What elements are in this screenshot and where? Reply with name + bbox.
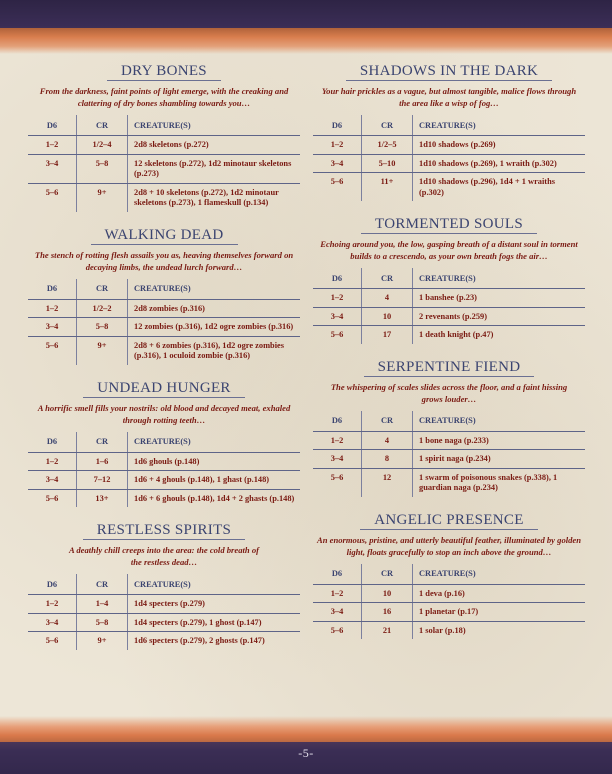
cell-d6: 3–4 [313,603,362,622]
cell-creatures: 2 revenants (p.259) [413,307,586,326]
cell-cr: 1/2–5 [362,136,413,155]
header-cr: CR [77,574,128,595]
cell-d6: 1–2 [28,452,77,471]
cell-cr: 17 [362,326,413,344]
cell-d6: 5–6 [28,489,77,507]
cell-d6: 1–2 [313,136,362,155]
flavor-text: The stench of rotting flesh assails you as, heaving themselves forward on decaying limbs, the undead lurch forward… [34,249,294,272]
cell-cr: 1/2–4 [77,136,128,155]
table-row [313,468,585,497]
cell-cr: 9+ [77,183,128,212]
cell-cr: 10 [362,584,413,603]
cell-creatures: 1d6 ghouls (p.148) [128,452,301,471]
encounter-section-restless-spirits [28,521,300,650]
header-creatures: CREATURE(S) [413,268,586,289]
cell-cr: 4 [362,431,413,450]
table-row [28,336,300,365]
cell-d6: 5–6 [28,183,77,212]
cell-cr: 4 [362,289,413,308]
header-cr: CR [77,432,128,453]
table-header-row [313,564,585,585]
cell-d6: 3–4 [28,613,77,632]
cell-d6: 1–2 [28,136,77,155]
flavor-text: Your hair prickles as a vague, but almost tangible, malice flows through the area like a wisp of fog… [321,86,577,108]
cell-cr: 8 [362,450,413,469]
cell-d6: 5–6 [313,468,362,497]
cell-cr: 9+ [77,336,128,365]
table-row [313,450,585,469]
cell-cr: 1/2–2 [77,299,128,318]
encounter-table [28,115,300,212]
section-title: ANGELIC PRESENCE [360,511,537,530]
cell-d6: 3–4 [313,307,362,326]
table-row [28,183,300,212]
encounter-table [28,279,300,365]
encounter-table [28,432,300,508]
cell-d6: 1–2 [313,431,362,450]
cell-creatures: 1d4 specters (p.279), 1 ghost (p.147) [128,613,301,632]
cell-d6: 5–6 [28,632,77,650]
cell-creatures: 2d8 + 6 zombies (p.316), 1d2 ogre zombies (p.316), 1 oculoid zombie (p.316) [134,340,285,360]
encounter-table [313,115,585,201]
cell-d6: 1–2 [28,299,77,318]
cell-d6: 3–4 [313,154,362,173]
table-row [28,136,300,155]
cell-creatures: 12 zombies (p.316), 1d2 ogre zombies (p.316) [128,318,301,337]
cell-cr: 5–8 [77,613,128,632]
cell-d6: 3–4 [313,450,362,469]
cell-cr: 16 [362,603,413,622]
table-row [28,595,300,614]
section-title: SERPENTINE FIEND [364,358,535,377]
header-creatures: CREATURE(S) [413,564,586,585]
header-creatures: CREATURE(S) [413,115,586,136]
cell-d6: 1–2 [28,595,77,614]
table-row [28,489,300,507]
table-row [28,452,300,471]
encounter-section-tormented-souls [313,215,585,344]
header-d6: D6 [313,268,362,289]
table-row [313,621,585,639]
encounter-section-undead-hunger [28,379,300,508]
header-d6: D6 [28,574,77,595]
flavor-text: From the darkness, faint points of light emerge, with the creaking and clattering of dry bones shambling towards you… [39,86,289,108]
cell-cr: 12 [362,468,413,497]
header-d6: D6 [313,115,362,136]
cell-d6: 5–6 [313,326,362,344]
encounter-section-shadows-in-the-dark [313,62,585,201]
cell-creatures: 12 skeletons (p.272), 1d2 minotaur skeletons (p.273) [128,154,301,183]
encounter-table [313,268,585,344]
cell-d6: 5–6 [313,621,362,639]
cell-d6: 3–4 [28,154,77,183]
cell-creatures: 1d4 specters (p.279) [128,595,301,614]
table-row [28,318,300,337]
cell-cr: 7–12 [77,471,128,490]
header-cr: CR [77,279,128,300]
flavor-text: A deathly chill creeps into the area: the cold breath of the restless dead… [68,545,259,567]
encounter-table [28,574,300,650]
table-header-row [313,268,585,289]
table-header-row [28,574,300,595]
section-title: DRY BONES [107,62,221,81]
header-creatures: CREATURE(S) [128,574,301,595]
cell-creatures: 1 banshee (p.23) [413,289,586,308]
header-cr: CR [77,115,128,136]
left-column [28,62,300,660]
cell-cr: 10 [362,307,413,326]
section-title: RESTLESS SPIRITS [83,521,245,540]
cell-creatures: 1d6 + 6 ghouls (p.148), 1d4 + 2 ghasts (p.148) [134,493,295,503]
section-title: TORMENTED SOULS [361,215,537,234]
table-row [28,471,300,490]
top-torn-edge [0,28,612,54]
cell-cr: 5–8 [77,154,128,183]
table-row [28,632,300,650]
cell-d6: 3–4 [28,318,77,337]
header-cr: CR [362,564,413,585]
cell-cr: 1–4 [77,595,128,614]
table-header-row [313,115,585,136]
table-row [28,299,300,318]
cell-cr: 5–10 [362,154,413,173]
header-d6: D6 [313,411,362,432]
header-cr: CR [362,411,413,432]
encounter-section-walking-dead [28,226,300,365]
header-d6: D6 [28,115,77,136]
cell-cr: 5–8 [77,318,128,337]
header-d6: D6 [28,279,77,300]
cell-creatures: 2d8 + 10 skeletons (p.272), 1d2 minotaur skeletons (p.273), 1 flameskull (p.134) [134,187,279,207]
table-row [313,289,585,308]
table-header-row [28,115,300,136]
flavor-text: An enormous, pristine, and utterly beautiful feather, illuminated by golden light, floats gracefully to stop an inch above the ground… [316,534,582,557]
section-title: WALKING DEAD [91,226,238,245]
table-row [28,154,300,183]
cell-creatures: 1 spirit naga (p.234) [413,450,586,469]
cell-cr: 11+ [362,173,413,202]
table-row [313,603,585,622]
cell-cr: 1–6 [77,452,128,471]
cell-creatures: 1 planetar (p.17) [413,603,586,622]
cell-cr: 9+ [77,632,128,650]
cell-cr: 13+ [77,489,128,507]
cell-creatures: 1 death knight (p.47) [419,330,494,339]
right-column [313,62,585,649]
table-row [313,326,585,344]
header-creatures: CREATURE(S) [128,432,301,453]
cell-creatures: 1d10 shadows (p.269) [413,136,586,155]
header-cr: CR [362,115,413,136]
table-row [313,307,585,326]
flavor-text: The whispering of scales slides across the floor, and a faint hissing grows louder… [330,381,568,404]
cell-creatures: 1d10 shadows (p.296), 1d4 + 1 wraiths (p.302) [419,177,556,197]
flavor-text: Echoing around you, the low, gasping breath of a distant soul in torment builds to a crescendo, as your own breath fogs the air… [320,239,578,261]
header-creatures: CREATURE(S) [128,279,301,300]
header-creatures: CREATURE(S) [128,115,301,136]
flavor-text: A horrific smell fills your nostrils: old blood and decayed meat, exhaled through rotting teeth… [37,402,291,425]
table-row [313,173,585,202]
cell-d6: 5–6 [313,173,362,202]
cell-creatures: 2d8 skeletons (p.272) [128,136,301,155]
header-cr: CR [362,268,413,289]
cell-creatures: 1d10 shadows (p.269), 1 wraith (p.302) [413,154,586,173]
table-header-row [313,411,585,432]
cell-cr: 21 [362,621,413,639]
header-d6: D6 [28,432,77,453]
table-header-row [28,279,300,300]
cell-creatures: 1d6 + 4 ghouls (p.148), 1 ghast (p.148) [128,471,301,490]
cell-creatures: 1 bone naga (p.233) [413,431,586,450]
header-d6: D6 [313,564,362,585]
table-header-row [28,432,300,453]
section-title: UNDEAD HUNGER [83,379,244,398]
cell-d6: 3–4 [28,471,77,490]
encounter-table [313,411,585,497]
encounter-section-serpentine-fiend [313,358,585,497]
section-title: SHADOWS IN THE DARK [346,62,552,81]
table-row [313,431,585,450]
table-row [313,136,585,155]
table-row [313,584,585,603]
cell-d6: 1–2 [313,584,362,603]
encounter-section-angelic-presence [313,511,585,640]
cell-creatures: 2d8 zombies (p.316) [128,299,301,318]
cell-creatures: 1 swarm of poisonous snakes (p.338), 1 guardian naga (p.234) [419,472,558,492]
encounter-section-dry-bones [28,62,300,212]
cell-creatures: 1 solar (p.18) [419,625,466,635]
cell-d6: 5–6 [28,336,77,365]
header-creatures: CREATURE(S) [413,411,586,432]
table-row [313,154,585,173]
page-number: -5- [298,746,314,760]
encounter-table [313,564,585,640]
cell-creatures: 1d6 specters (p.279), 2 ghosts (p.147) [134,636,265,645]
cell-d6: 1–2 [313,289,362,308]
table-row [28,613,300,632]
cell-creatures: 1 deva (p.16) [413,584,586,603]
